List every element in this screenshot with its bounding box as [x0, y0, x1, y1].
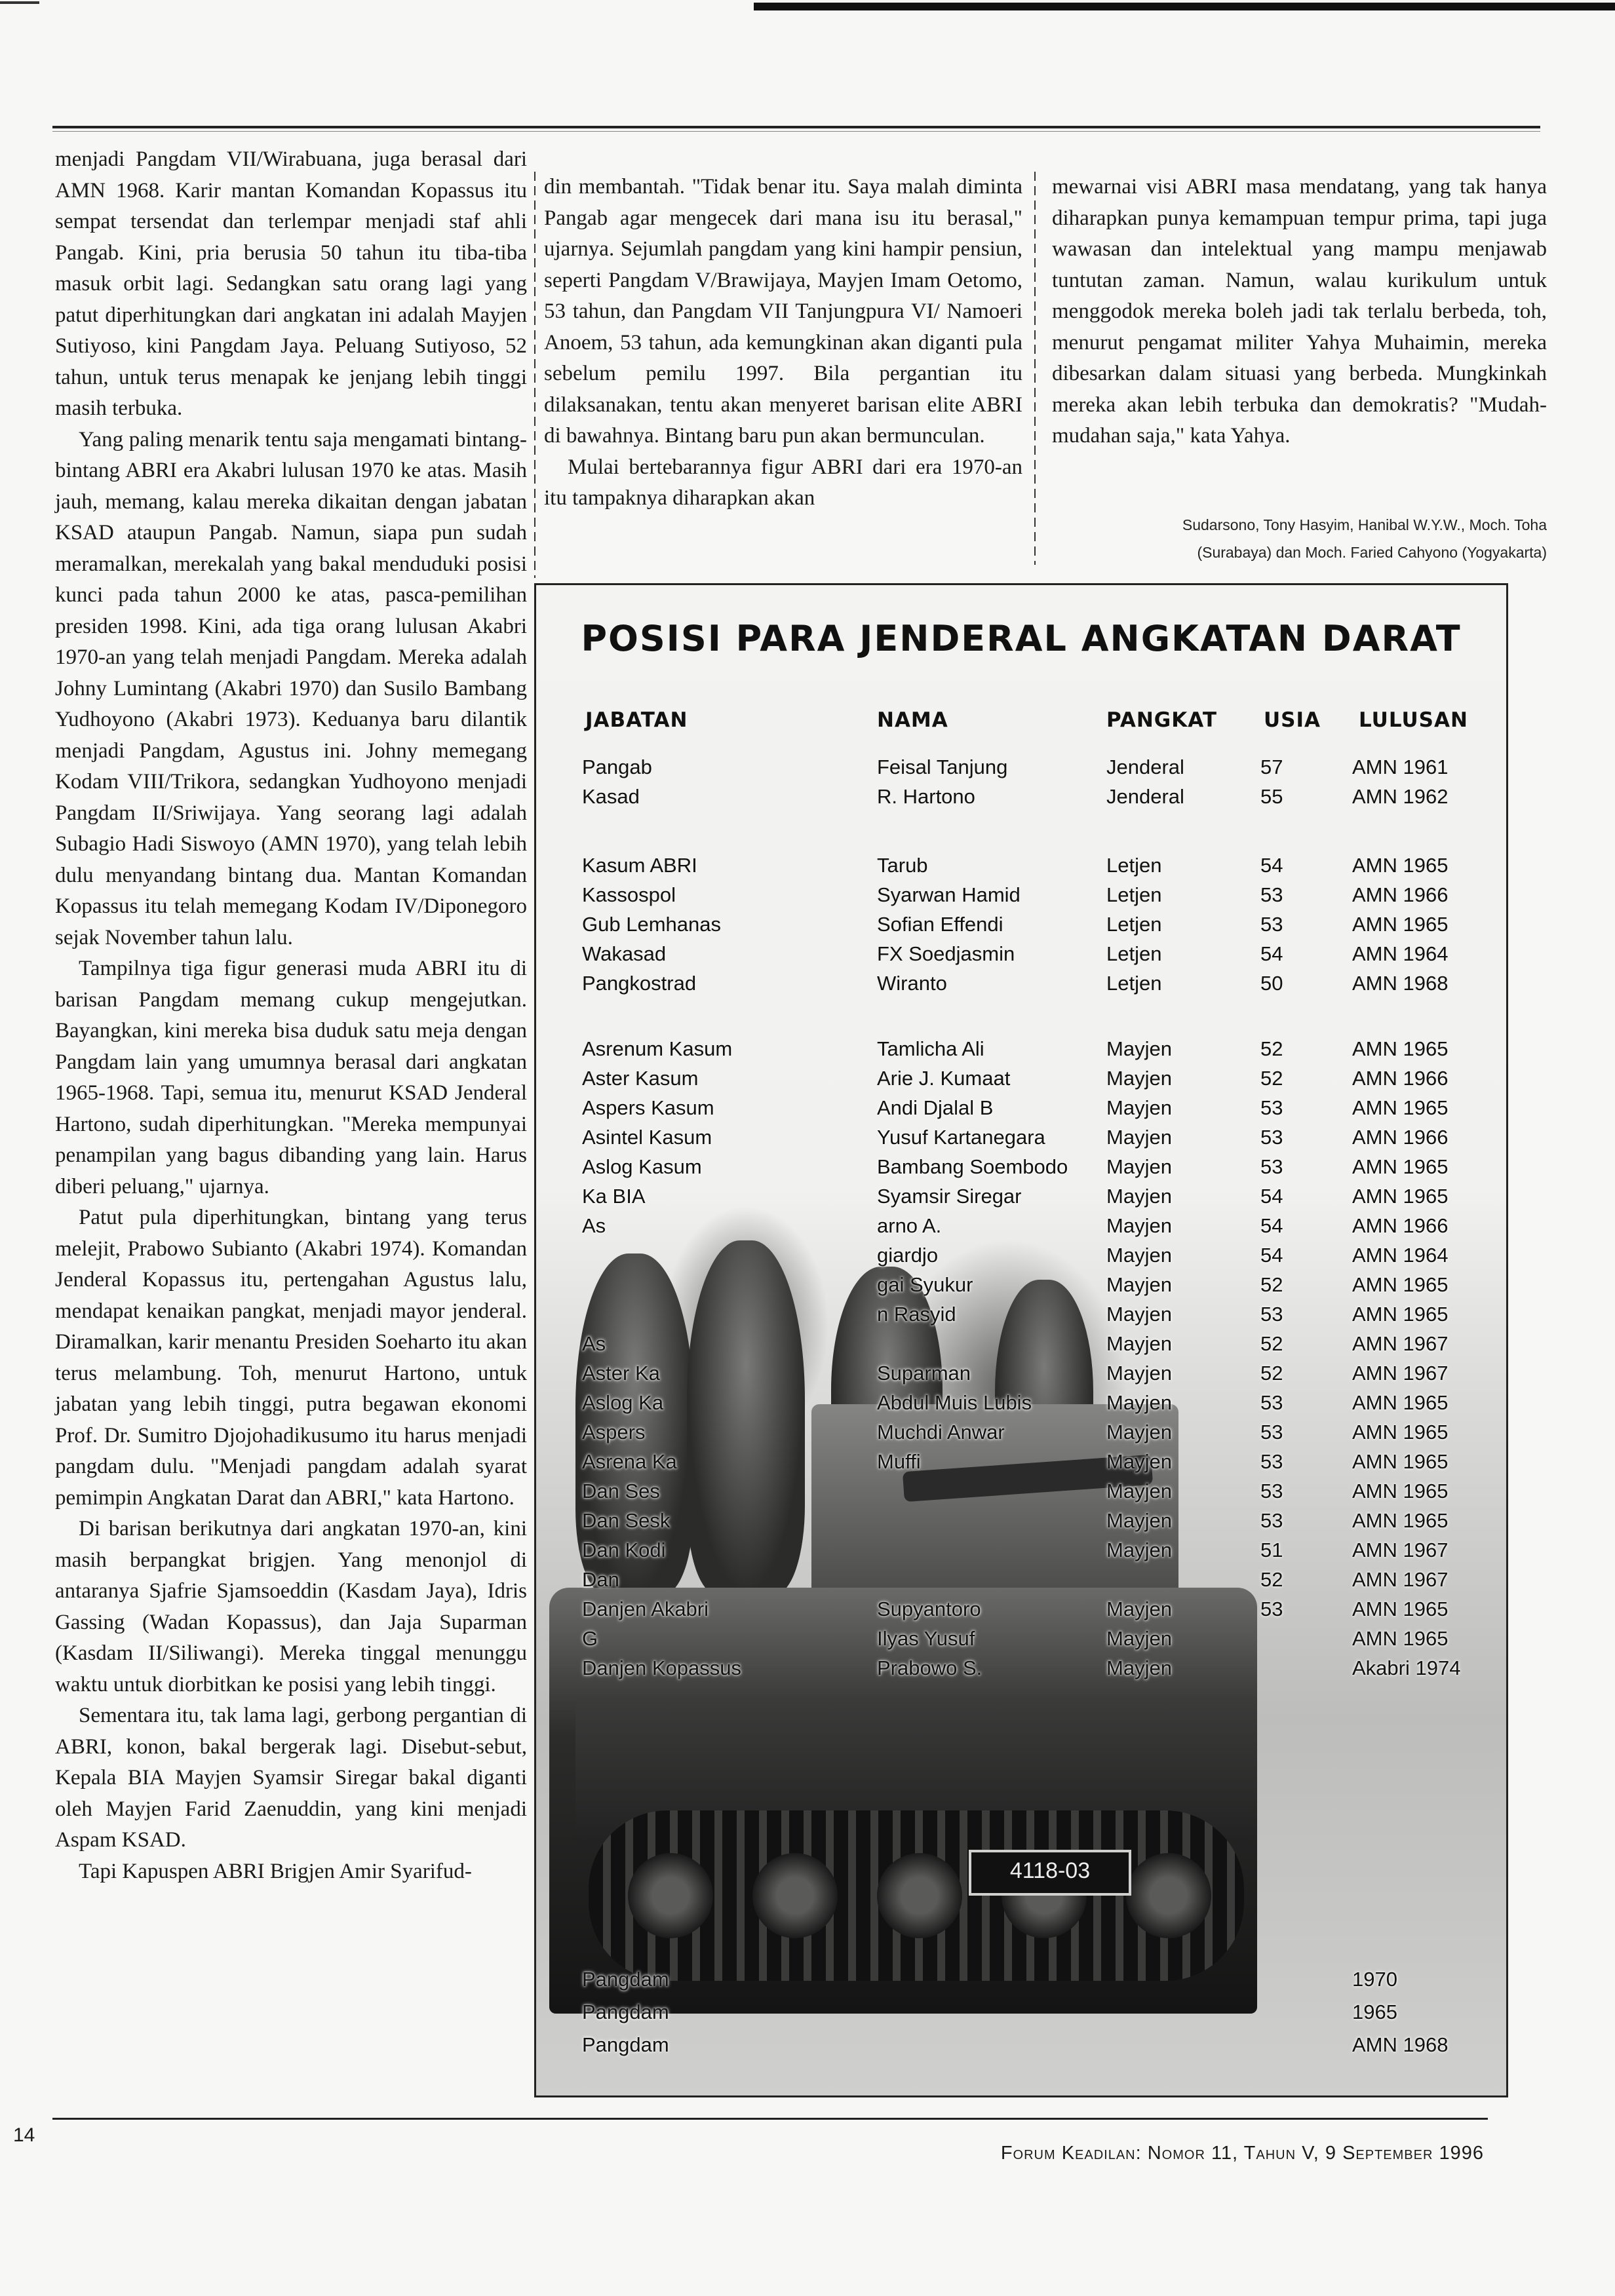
- cell-usia: 50: [1260, 972, 1283, 995]
- paragraph: Yang paling menarik tentu saja mengamati bintang-bintang ABRI era Akabri lulusan 1970 ke atas. Masih jauh, memang, kalau mereka dikaitan dengan jabatan KSAD ataupun Pangab. Namun, siapa pun sudah meramalkan, merekalah yang bakal menduduki posisi kunci pada tahun 2000 ke atas, pasca-pemilihan presiden 1998. Kini, ada tiga orang lulusan Akabri 1970-an yang telah menjadi Pangdam. Mereka adalah Johny Lumintang (Akabri 1970) dan Susilo Bambang Yudhoyono (Akabri 1973). Keduanya baru dilantik menjadi Pangdam, Agustus ini. Johny memegang Kodam VIII/Trikora, sedangkan Yudhoyono menjadi Pangdam II/Sriwijaya. Yang seorang lagi adalah Subagio Hadi Siswoyo (AMN 1970), yang telah lebih dulu menyandang bintang dua. Mantan Komandan Kopassus itu telah memegang Kodam IV/Diponegoro sejak November tahun lalu.: [55, 427, 527, 949]
- cell-lulusan: AMN 1965: [1352, 1450, 1449, 1473]
- cell-usia: 52: [1260, 1273, 1283, 1296]
- cell-jabatan: Kasad: [582, 785, 640, 808]
- cell-nama: Bambang Soembodo: [877, 1155, 1068, 1178]
- cell-lulusan: AMN 1965: [1352, 1185, 1449, 1208]
- column-divider-2: [1034, 172, 1036, 565]
- top-scan-border: [0, 0, 1615, 14]
- table-row: [536, 785, 1506, 816]
- cell-nama: R. Hartono: [877, 785, 975, 808]
- paragraph: Patut pula diperhitungkan, bintang yang terus melejit, Prabowo Subianto (Akabri 1974). Komandan Jenderal Kopassus itu, pertengahan Agustus lalu, mendapat kenaikan pangkat, menjadi mayor jenderal. Diramalkan, karir menantu Presiden Soeharto itu akan terus melambung. Toh, menurut Hartono, untuk jabatan yang lebih tinggi, putra begawan ekonomi Prof. Dr. Sumitro Djojohadikusumo itu harus menjadi pangdam dulu. "Menjadi pangdam adalah syarat pemimpin Angkatan Darat dan ABRI," kata Hartono.: [55, 1206, 527, 1510]
- cell-nama: Ilyas Yusuf: [877, 1627, 975, 1650]
- cell-pangkat: Mayjen: [1106, 1539, 1172, 1561]
- cell-jabatan: Dan Ses: [582, 1480, 660, 1502]
- cell-usia: 54: [1260, 854, 1283, 877]
- cell-jabatan: Aster Kasum: [582, 1067, 699, 1090]
- cell-pangkat: Mayjen: [1106, 1244, 1172, 1267]
- cell-usia: 52: [1260, 1568, 1283, 1591]
- cell-jabatan: Gub Lemhanas: [582, 913, 721, 936]
- table-row: [536, 1067, 1506, 1098]
- paragraph: Mulai bertebarannya figur ABRI dari era 1970-an itu tampaknya diharapkan akan: [544, 455, 1022, 510]
- credit-line: (Surabaya) dan Moch. Faried Cahyono (Yogyakarta): [1197, 544, 1547, 561]
- cell-nama: n Rasyid: [877, 1303, 956, 1326]
- cell-lulusan: Akabri 1974: [1352, 1656, 1461, 1679]
- cell-lulusan: AMN 1962: [1352, 785, 1449, 808]
- cell-nama: Muchdi Anwar: [877, 1421, 1005, 1444]
- table-row: [536, 1155, 1506, 1187]
- page-number: 14: [13, 2124, 35, 2146]
- cell-nama: Abdul Muis Lubis: [877, 1391, 1032, 1414]
- table-row: [536, 1126, 1506, 1157]
- paragraph: menjadi Pangdam VII/Wirabuana, juga berasal dari AMN 1968. Karir mantan Komandan Kopassus itu sempat tersendat dan terlempar menjadi staf ahli Pangab. Kini, pria berusia 50 tahun itu tiba-tiba masuk orbit lagi. Sedangkan satu orang lagi yang patut diperhitungkan dari angkatan ini adalah Mayjen Sutiyoso, kini Pangdam Jaya. Peluang Sutiyoso, 52 tahun, untuk terus menapak ke jenjang lebih tinggi masih terbuka.: [55, 147, 527, 420]
- cell-pangkat: Mayjen: [1106, 1598, 1172, 1620]
- tank-wheel: [752, 1853, 838, 1938]
- cell-pangkat: Letjen: [1106, 972, 1162, 995]
- article-column-2: [544, 172, 1022, 514]
- cell-pangkat: Mayjen: [1106, 1362, 1172, 1385]
- header-nama: NAMA: [877, 708, 948, 732]
- cell-pangkat: Mayjen: [1106, 1332, 1172, 1355]
- cell-lulusan: AMN 1964: [1352, 942, 1449, 965]
- cell-nama: Arie J. Kumaat: [877, 1067, 1011, 1090]
- table-row: [536, 854, 1506, 885]
- cell-lulusan: AMN 1965: [1352, 1480, 1449, 1502]
- cell-pangkat: Jenderal: [1106, 785, 1184, 808]
- table-row: [536, 1391, 1506, 1423]
- cell-pangkat: Mayjen: [1106, 1391, 1172, 1414]
- cell-usia: 53: [1260, 1126, 1283, 1149]
- top-black-bar: [754, 3, 1615, 10]
- cell-nama: Tamlicha Ali: [877, 1037, 984, 1060]
- paragraph: Tapi Kapuspen ABRI Brigjen Amir Syarifud-: [79, 1859, 472, 1883]
- cell-usia: 53: [1260, 1598, 1283, 1620]
- cell-jabatan: As: [582, 1214, 606, 1237]
- tank-wheel: [1126, 1853, 1211, 1938]
- cell-nama: gai Syukur: [877, 1273, 973, 1296]
- column-divider-1: [534, 172, 535, 578]
- cell-jabatan: Ka BIA: [582, 1185, 646, 1208]
- cell-lulusan: AMN 1961: [1352, 756, 1449, 778]
- magazine-issue: Forum Keadilan: Nomor 11, Tahun V, 9 September 1996: [1000, 2143, 1484, 2164]
- cell-usia: 53: [1260, 1096, 1283, 1119]
- table-row: [536, 1656, 1506, 1688]
- cell-nama: Supyantoro: [877, 1598, 981, 1620]
- table-row: [536, 1568, 1506, 1599]
- cell-usia: 57: [1260, 756, 1283, 778]
- cell-jabatan: Wakasad: [582, 942, 667, 965]
- cell-lulusan: AMN 1965: [1352, 1303, 1449, 1326]
- cell-jabatan: Dan: [582, 1568, 619, 1591]
- cell-pangkat: Mayjen: [1106, 1037, 1172, 1060]
- cell-pangkat: Mayjen: [1106, 1185, 1172, 1208]
- cell-usia: 53: [1260, 1480, 1283, 1502]
- cell-pangkat: Mayjen: [1106, 1126, 1172, 1149]
- cell-usia: 54: [1260, 942, 1283, 965]
- cell-usia: 52: [1260, 1362, 1283, 1385]
- paragraph: Di barisan berikutnya dari angkatan 1970-an, kini masih berpangkat brigjen. Yang menonjol di antaranya Sjafrie Sjamsoeddin (Kasdam Jaya), Idris Gassing (Wadan Kopassus), dan Jaja Suparman (Kasdam II/Siliwangi). Mereka tinggal menunggu waktu untuk diorbitkan ke posisi yang lebih tinggi.: [55, 1517, 527, 1696]
- cell-usia: 53: [1260, 1421, 1283, 1444]
- cell-usia: 52: [1260, 1332, 1283, 1355]
- cell-usia: 53: [1260, 913, 1283, 936]
- cell-usia: 53: [1260, 883, 1283, 906]
- table-row: [536, 1185, 1506, 1216]
- cell-lulusan: AMN 1966: [1352, 1214, 1449, 1237]
- table-row: [536, 1539, 1506, 1570]
- cell-jabatan: Asrenum Kasum: [582, 1037, 733, 1060]
- cell-lulusan: AMN 1965: [1352, 854, 1449, 877]
- cell-pangkat: Mayjen: [1106, 1480, 1172, 1502]
- cell-lulusan: AMN 1968: [1352, 2033, 1449, 2056]
- cell-nama: Tarub: [877, 854, 928, 877]
- cell-usia: 52: [1260, 1037, 1283, 1060]
- cell-jabatan: Aslog Ka: [582, 1391, 664, 1414]
- reporter-credit: [1052, 511, 1547, 566]
- cell-nama: FX Soedjasmin: [877, 942, 1015, 965]
- cell-nama: Syamsir Siregar: [877, 1185, 1022, 1208]
- table-row: [536, 1244, 1506, 1275]
- cell-jabatan: Pangdam: [582, 2033, 669, 2056]
- cell-lulusan: AMN 1967: [1352, 1362, 1449, 1385]
- table-row: [536, 1598, 1506, 1629]
- cell-jabatan: Aslog Kasum: [582, 1155, 702, 1178]
- cell-jabatan: Dan Kodi: [582, 1539, 666, 1561]
- cell-usia: 53: [1260, 1155, 1283, 1178]
- table-row: [536, 1037, 1506, 1069]
- table-row: [536, 1362, 1506, 1393]
- table-row: [536, 2000, 1506, 2032]
- cell-jabatan: Asrena Ka: [582, 1450, 677, 1473]
- table-row: [536, 883, 1506, 915]
- cell-lulusan: AMN 1965: [1352, 1273, 1449, 1296]
- cell-jabatan: Aspers Kasum: [582, 1096, 714, 1119]
- cell-lulusan: AMN 1966: [1352, 1126, 1449, 1149]
- table-row: [536, 1273, 1506, 1305]
- tank-wheel: [628, 1853, 713, 1938]
- table-row: [536, 2033, 1506, 2065]
- credit-line: Sudarsono, Tony Hasyim, Hanibal W.Y.W., Moch. Toha: [1182, 516, 1547, 533]
- cell-jabatan: Pangkostrad: [582, 972, 697, 995]
- cell-jabatan: Asintel Kasum: [582, 1126, 712, 1149]
- paragraph: Sementara itu, tak lama lagi, gerbong pergantian di ABRI, konon, bakal bergerak lagi. Disebut-sebut, Kepala BIA Mayjen Syamsir Siregar bakal diganti oleh Mayjen Farid Zaenuddin, yang kini menjadi Aspam KSAD.: [55, 1704, 527, 1852]
- cell-pangkat: Mayjen: [1106, 1450, 1172, 1473]
- cell-lulusan: AMN 1964: [1352, 1244, 1449, 1267]
- cell-pangkat: Mayjen: [1106, 1656, 1172, 1679]
- cell-pangkat: Letjen: [1106, 883, 1162, 906]
- cell-nama: Suparman: [877, 1362, 971, 1385]
- table-row: [536, 972, 1506, 1003]
- table-row: [536, 756, 1506, 787]
- cell-jabatan: As: [582, 1332, 606, 1355]
- cell-lulusan: AMN 1966: [1352, 883, 1449, 906]
- cell-lulusan: AMN 1967: [1352, 1568, 1449, 1591]
- cell-jabatan: Kassospol: [582, 883, 676, 906]
- cell-jabatan: Aspers: [582, 1421, 646, 1444]
- cell-usia: 54: [1260, 1185, 1283, 1208]
- cell-lulusan: AMN 1965: [1352, 1627, 1449, 1650]
- cell-pangkat: Mayjen: [1106, 1067, 1172, 1090]
- cell-pangkat: Mayjen: [1106, 1421, 1172, 1444]
- cell-pangkat: Mayjen: [1106, 1214, 1172, 1237]
- header-jabatan: JABATAN: [585, 708, 688, 732]
- cell-lulusan: AMN 1965: [1352, 1598, 1449, 1620]
- cell-lulusan: AMN 1967: [1352, 1539, 1449, 1561]
- cell-nama: Prabowo S.: [877, 1656, 983, 1679]
- footer-rule: [52, 2118, 1488, 2120]
- table-title: POSISI PARA JENDERAL ANGKATAN DARAT: [581, 618, 1462, 659]
- cell-pangkat: Mayjen: [1106, 1303, 1172, 1326]
- top-scan-mark: [0, 1, 39, 4]
- table-row: [536, 1421, 1506, 1452]
- cell-lulusan: AMN 1965: [1352, 1155, 1449, 1178]
- cell-usia: 54: [1260, 1214, 1283, 1237]
- cell-lulusan: AMN 1965: [1352, 913, 1449, 936]
- cell-nama: Sofian Effendi: [877, 913, 1003, 936]
- cell-nama: Muffi: [877, 1450, 921, 1473]
- table-row: [536, 1214, 1506, 1246]
- cell-nama: Wiranto: [877, 972, 947, 995]
- cell-jabatan: Kasum ABRI: [582, 854, 697, 877]
- table-row: [536, 1096, 1506, 1128]
- cell-jabatan: Pangdam: [582, 2000, 669, 2023]
- table-row: [536, 913, 1506, 944]
- cell-jabatan: G: [582, 1627, 598, 1650]
- header-rule: [52, 126, 1540, 128]
- cell-lulusan: AMN 1968: [1352, 972, 1449, 995]
- table-row: [536, 1480, 1506, 1511]
- cell-jabatan: Danjen Akabri: [582, 1598, 709, 1620]
- cell-usia: 53: [1260, 1391, 1283, 1414]
- cell-jabatan: Aster Ka: [582, 1362, 660, 1385]
- cell-pangkat: Mayjen: [1106, 1273, 1172, 1296]
- license-plate: 4118-03: [969, 1850, 1131, 1896]
- cell-pangkat: Mayjen: [1106, 1627, 1172, 1650]
- cell-usia: 53: [1260, 1303, 1283, 1326]
- cell-lulusan: 1970: [1352, 1968, 1397, 1991]
- cell-pangkat: Jenderal: [1106, 756, 1184, 778]
- table-row: [536, 1450, 1506, 1482]
- cell-lulusan: AMN 1965: [1352, 1037, 1449, 1060]
- cell-nama: Yusuf Kartanegara: [877, 1126, 1045, 1149]
- cell-lulusan: AMN 1965: [1352, 1391, 1449, 1414]
- cell-usia: 52: [1260, 1067, 1283, 1090]
- table-row: [536, 1303, 1506, 1334]
- generals-table-box: [534, 583, 1508, 2097]
- cell-usia: 55: [1260, 785, 1283, 808]
- cell-jabatan: Pangab: [582, 756, 652, 778]
- tank-wheel: [877, 1853, 962, 1938]
- article-column-1: [55, 144, 527, 1887]
- cell-pangkat: Letjen: [1106, 854, 1162, 877]
- cell-pangkat: Letjen: [1106, 942, 1162, 965]
- cell-lulusan: AMN 1966: [1352, 1067, 1449, 1090]
- paragraph: Tampilnya tiga figur generasi muda ABRI itu di barisan Pangdam memang cukup mengejutkan. Bayangkan, kini mereka bisa duduk satu meja dengan Pangdam lain yang umumnya berasal dari angkatan 1965-1968. Tapi, semua itu, menurut KSAD Jenderal Hartono, sudah diperhitungkan. "Mereka mempunyai penampilan yang bagus dibanding yang lain. Harus diberi peluang," ujarnya.: [55, 957, 527, 1198]
- header-rule-thin: [52, 131, 1540, 132]
- table-row: [536, 1509, 1506, 1540]
- table-row: [536, 1627, 1506, 1658]
- cell-jabatan: Pangdam: [582, 1968, 669, 1991]
- cell-lulusan: AMN 1965: [1352, 1509, 1449, 1532]
- cell-lulusan: AMN 1965: [1352, 1096, 1449, 1119]
- cell-pangkat: Mayjen: [1106, 1155, 1172, 1178]
- header-lulusan: LULUSAN: [1359, 708, 1468, 732]
- cell-lulusan: 1965: [1352, 2000, 1397, 2023]
- cell-nama: arno A.: [877, 1214, 942, 1237]
- cell-usia: 53: [1260, 1509, 1283, 1532]
- paragraph: mewarnai visi ABRI masa mendatang, yang tak hanya diharapkan punya kemampuan tempur prima, tapi juga wawasan dan intelektual yang mampu menjawab tuntutan zaman. Namun, walau kurikulum untuk menggodok mereka boleh jadi tak terlalu berbeda, toh, menurut pengamat militer Yahya Muhaimin, mereka dibesarkan dalam situasi yang berbeda. Mungkinkah mereka akan lebih terbuka dan demokratis? "Mudah-mudahan saja," kata Yahya.: [1052, 175, 1547, 448]
- cell-pangkat: Mayjen: [1106, 1509, 1172, 1532]
- cell-usia: 51: [1260, 1539, 1283, 1561]
- cell-pangkat: Mayjen: [1106, 1096, 1172, 1119]
- cell-nama: Feisal Tanjung: [877, 756, 1008, 778]
- table-row: [536, 942, 1506, 974]
- paragraph: din membantah. "Tidak benar itu. Saya malah diminta Pangab agar mengecek dari mana isu itu berasal," ujarnya. Sejumlah pangdam yang kini hampir pensiun, seperti Pangdam V/Brawijaya, Mayjen Imam Oetomo, 53 tahun, dan Pangdam VII Tanjungpura VI/ Namoeri Anoem, 53 tahun, ada kemungkinan akan diganti pula sebelum pemilu 1997. Bila pergantian itu dilaksanakan, tentu akan menyeret barisan elite ABRI di bawahnya. Bintang baru pun akan bermunculan.: [544, 175, 1022, 448]
- cell-lulusan: AMN 1967: [1352, 1332, 1449, 1355]
- cell-usia: 53: [1260, 1450, 1283, 1473]
- header-usia: USIA: [1264, 708, 1321, 732]
- cell-nama: Syarwan Hamid: [877, 883, 1021, 906]
- cell-usia: 54: [1260, 1244, 1283, 1267]
- cell-nama: giardjo: [877, 1244, 939, 1267]
- cell-jabatan: Danjen Kopassus: [582, 1656, 741, 1679]
- table-row: [536, 1332, 1506, 1364]
- cell-pangkat: Letjen: [1106, 913, 1162, 936]
- header-pangkat: PANGKAT: [1106, 708, 1218, 732]
- cell-jabatan: Dan Sesk: [582, 1509, 671, 1532]
- article-column-3: [1052, 172, 1547, 452]
- table-row: [536, 1968, 1506, 1999]
- cell-nama: Andi Djalal B: [877, 1096, 994, 1119]
- cell-lulusan: AMN 1965: [1352, 1421, 1449, 1444]
